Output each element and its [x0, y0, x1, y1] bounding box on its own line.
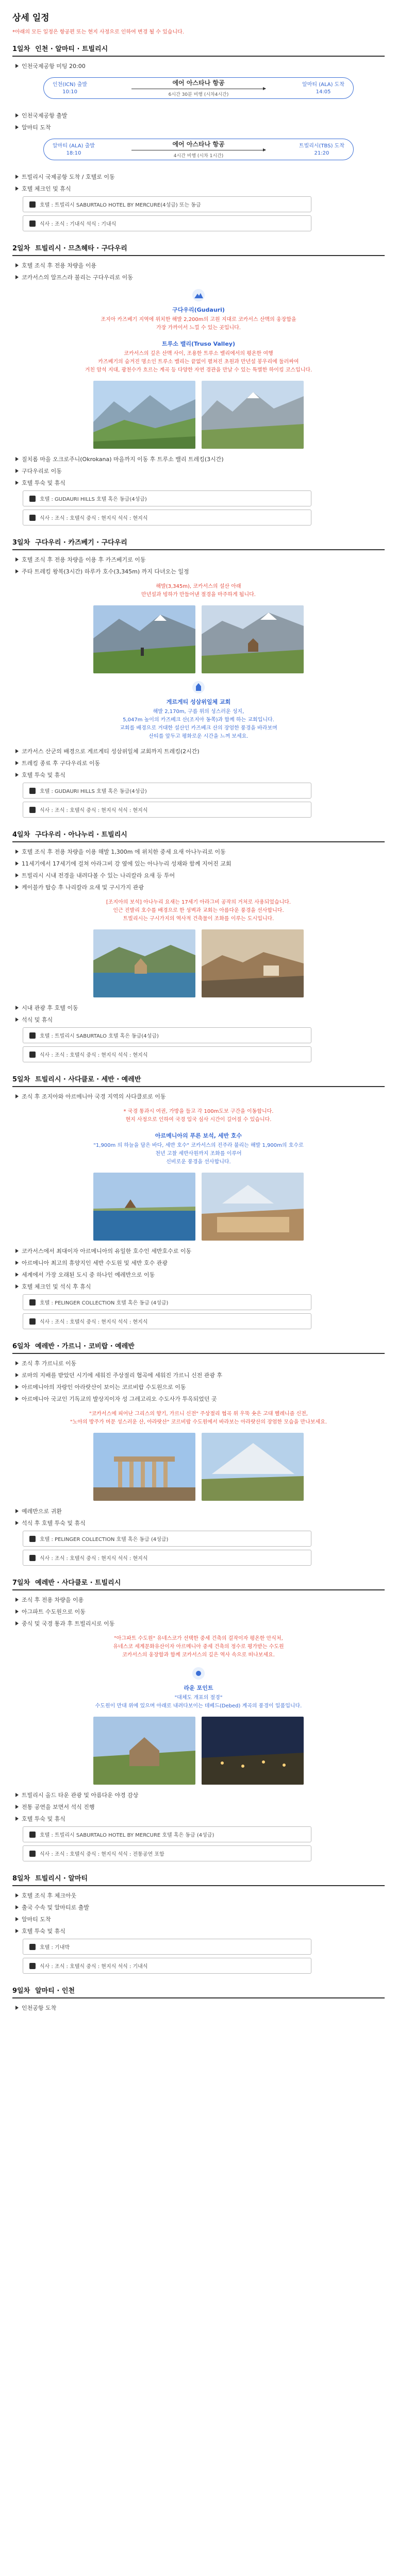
highlight-gergeti-church: 게르게티 성삼위일체 교회 해발 2,170m, 구름 위의 성스러운 성지, 5,047m 높이의 카즈베크 산(조지아 동쪽)과 함께 하는 교회입니다. 교회를 배경으로 거대한 설산인 카즈베크 산의 장엄한 풍경을 바라보며 산티를 앞두고 평화로운 시간을 느껴 보세요.	[12, 681, 385, 741]
day-number: 9일차	[12, 1987, 30, 1995]
schedule-item: 예레반으로 귀환	[15, 1507, 385, 1515]
highlight-juta-trek: 해발(3,345m), 코카서스의 설산 아래 만년설과 빙하가 만들어낸 절경을 마주하게 됩니다.	[141, 584, 256, 598]
bullet-arrow-icon	[15, 761, 19, 765]
schedule-item: 조식 후 조지아와 아르메니아 국경 지역의 사다클로로 이동	[15, 1092, 385, 1100]
bullet-arrow-icon	[15, 64, 19, 68]
hotel-icon	[29, 1032, 36, 1039]
landscape-photo	[93, 605, 195, 673]
bullet-arrow-icon	[15, 187, 19, 191]
schedule-item: 알마티 도착	[15, 123, 385, 131]
highlight-gudauri: 구다우리(Gudauri) 조지아 카즈베기 지역에 위치한 해발 2,200m의 고원 지대로 코카서스 산맥의 웅장함을 가장 가까이서 느낄 수 있는 곳입니다.	[12, 289, 385, 332]
bullet-arrow-icon	[15, 861, 19, 866]
photo-row	[12, 929, 385, 997]
hotel-icon	[29, 1299, 36, 1306]
schedule-item: 11세기에서 17세기에 걸쳐 아라그비 강 옆에 있는 아나누리 성채와 함께 지어진 교회	[15, 859, 385, 868]
day-header	[12, 1873, 385, 1886]
meal-icon	[29, 515, 36, 521]
day-number: 6일차	[12, 1343, 30, 1350]
photo-row	[12, 1717, 385, 1785]
schedule-item: 인천국제공항 출발	[15, 111, 385, 120]
bullet-arrow-icon	[15, 481, 19, 485]
meal-info: 식사 : 조식 : 호텔식 중식 : 현지식 석식 : 현지식	[23, 1313, 311, 1329]
landscape-photo	[202, 381, 304, 449]
schedule-item: 조식 후 가르니로 이동	[15, 1359, 385, 1367]
day-route: 알마티 · 인천	[35, 1987, 75, 1995]
bullet-arrow-icon	[15, 1273, 19, 1277]
day-number: 5일차	[12, 1076, 30, 1083]
day-route: 구다우리 · 카즈베기 · 구다우리	[35, 539, 127, 547]
day-header	[12, 1985, 385, 1998]
meal-info: 식사 : 조식 : 호텔식 중식 : 현지식 석식 : 전통공연 포함	[23, 1845, 311, 1861]
hotel-info: 호텔 : 트빌리시 SABURTALO HOTEL BY MERCURE(4성급) 또는 동급	[23, 196, 311, 212]
landscape-photo	[93, 1433, 195, 1501]
hotel-icon	[29, 201, 36, 208]
bullet-arrow-icon	[15, 125, 19, 129]
day-route: 트빌리시 · 사다클로 · 세반 · 예레반	[35, 1076, 141, 1083]
bullet-arrow-icon	[15, 850, 19, 854]
landscape-photo	[202, 1717, 304, 1785]
hotel-info: 호텔 : GUDAURI HILLS 호텔 혹은 동급(4성급)	[23, 783, 311, 799]
flight-duration: 4시간 비행 (시차 1시간)	[173, 154, 224, 159]
day-header	[12, 243, 385, 256]
day-header	[12, 537, 385, 550]
day-route: 예레반 · 가르니 · 코비랍 · 예레반	[35, 1343, 135, 1350]
day-header	[12, 1074, 385, 1087]
schedule-item: 코카서스의 알프스라 불리는 구다우리로 이동	[15, 273, 385, 281]
highlight-ananuri: [조지아의 보석] 아나누리 요새는 17세기 아라그비 공작의 거처로 사용되었습니다. 인근 진발리 호수를 배경으로 한 성벽과 교회는 아름다운 풍경을 선사합니다. 트빌리시는 구시가지의 역사적 건축물이 조화를 이루는 도시입니다.	[106, 900, 291, 922]
bullet-arrow-icon	[15, 113, 19, 117]
schedule-item: 호텔 투숙 및 휴식	[15, 1815, 385, 1823]
meal-icon	[29, 1555, 36, 1561]
bullet-arrow-icon	[15, 1018, 19, 1022]
day-1-section	[12, 43, 385, 231]
day-6-section	[12, 1341, 385, 1566]
schedule-item: 질치롭 마을 오크로주니(Okrokana) 마을까지 이동 후 트루소 밸리 트레킹(3시간)	[15, 455, 385, 463]
bullet-arrow-icon	[15, 1929, 19, 1933]
border-crossing-notice: * 국경 통과시 여권, 가방을 들고 각 100m도보 구간을 이동합니다. 현지 사정으로 인하여 국경 입국 심사 시간이 길어질 수 있습니다.	[123, 1109, 274, 1123]
schedule-item: 코카서스 산군의 배경으로 게르게티 성삼위일체 교회까지 트레킹(2시간)	[15, 747, 385, 755]
meal-info: 식사 : 조식 : 호텔식 중식 : 현지식 석식 : 현지식	[23, 510, 311, 526]
schedule-item: 호텔 투숙 및 휴식	[15, 479, 385, 487]
day-route: 인천 · 알마티 · 트빌리시	[35, 45, 108, 53]
schedule-item: 호텔 체크인 및 휴식	[15, 184, 385, 193]
bullet-arrow-icon	[15, 469, 19, 473]
meal-info: 식사 : 조식 : 기내식 석식 : 기내식	[23, 215, 311, 231]
bullet-arrow-icon	[15, 749, 19, 753]
bullet-arrow-icon	[15, 1598, 19, 1602]
meal-info: 식사 : 조식 : 호텔식 중식 : 현지식 석식 : 현지식	[23, 802, 311, 818]
schedule-item: 인천국제공항 미팅 20:00	[15, 62, 385, 70]
bullet-arrow-icon	[15, 2006, 19, 2010]
bullet-arrow-icon	[15, 1905, 19, 1909]
bullet-arrow-icon	[15, 569, 19, 573]
schedule-item: 출국 수속 및 알마티로 출발	[15, 1903, 385, 1911]
landscape-photo	[93, 929, 195, 997]
photo-row	[12, 381, 385, 449]
landscape-photo	[202, 1173, 304, 1241]
schedule-item: 호텔 투숙 및 휴식	[15, 771, 385, 779]
schedule-item: 로마의 지배를 받았던 시기에 세워진 주상절리 협곡에 세워진 가르니 신전 관광 후	[15, 1371, 385, 1379]
meal-icon	[29, 1963, 36, 1969]
day-number: 2일차	[12, 245, 30, 252]
schedule-item: 아르메니아의 자랑인 아라랏산이 보이는 코르비랍 수도원으로 이동	[15, 1383, 385, 1391]
flight-card	[43, 137, 354, 165]
hotel-icon	[29, 1832, 36, 1838]
bullet-arrow-icon	[15, 1397, 19, 1401]
bullet-arrow-icon	[15, 557, 19, 562]
mountain-icon	[192, 289, 205, 302]
highlight-view-point: 라운 포인트 "대체도 개표의 절경" 수도원이 만대 위에 있으며 아래로 내려다보이는 데베드(Debed) 계곡의 풍경이 일품입니다.	[12, 1667, 385, 1710]
flight-card	[43, 75, 354, 104]
schedule-item: 아르메니아 최고의 휴양지인 세반 수도원 및 세반 호수 관광	[15, 1259, 385, 1267]
schedule-item: 호텔 체크인 및 석식 후 휴식	[15, 1282, 385, 1291]
day-route: 예레반 · 사다클로 · 트빌리시	[35, 1579, 121, 1587]
bullet-arrow-icon	[15, 1609, 19, 1614]
landscape-photo	[202, 929, 304, 997]
bullet-arrow-icon	[15, 773, 19, 777]
bullet-arrow-icon	[15, 885, 19, 889]
day-number: 4일차	[12, 831, 30, 839]
schedule-item: 전통 공연을 보면서 석식 진행	[15, 1803, 385, 1811]
day-header	[12, 1341, 385, 1354]
meal-info: 식사 : 조식 : 호텔식 중식 : 현지식 석식 : 현지식	[23, 1550, 311, 1566]
bullet-arrow-icon	[15, 1805, 19, 1809]
church-icon	[192, 681, 205, 694]
schedule-notice: *아래의 모든 일정은 항공편 또는 현지 사정으로 인하여 변경 될 수 있습니다.	[12, 29, 184, 35]
flight-arrival: 트빌리시(TBS) 도착 21:20	[299, 143, 344, 156]
schedule-item: 호텔 투숙 및 휴식	[15, 1927, 385, 1935]
hotel-icon	[29, 1536, 36, 1542]
landscape-photo	[202, 1433, 304, 1501]
schedule-item: 코카서스에서 최대이자 아르메니아의 유일한 호수인 세반호수로 이동	[15, 1247, 385, 1255]
highlight-truso-valley: 트루소 밸리(Truso Valley) 코카서스의 깊은 산맥 사이, 조용한 트루소 밸리에서의 평온한 여행 카즈베기의 숨겨진 명소인 트루소 밸리는 끝없이 펼쳐진 초원과 만년설 봉우리에 둘러싸여 거친 암석 지대, 광천수가 흐르는 계곡 등 다양한 자연 경관을 만날 수 있는 특별한 하이킹 코스입니다.	[85, 341, 312, 373]
bullet-arrow-icon	[15, 1284, 19, 1289]
flight-departure: 인천(ICN) 출발 10:10	[53, 82, 88, 95]
schedule-item: 호텔 조식 후 전용 차량을 이용	[15, 261, 385, 269]
bullet-arrow-icon	[15, 1006, 19, 1010]
day-number: 7일차	[12, 1579, 30, 1587]
schedule-item: 트레킹 종료 후 구다우리로 이동	[15, 759, 385, 767]
landscape-photo	[202, 605, 304, 673]
day-header	[12, 829, 385, 842]
photo-row	[12, 1433, 385, 1501]
schedule-item: 호텔 조식 후 전용 차량을 이용 해발 1,300m 에 위치한 중세 요새 아나누리로 이동	[15, 848, 385, 856]
bullet-arrow-icon	[15, 1361, 19, 1365]
schedule-item: 트빌리시 국제공항 도착 / 호텔로 이동	[15, 173, 385, 181]
bullet-arrow-icon	[15, 1385, 19, 1389]
day-9-section	[12, 1985, 385, 2012]
flight-arrival: 알마티 (ALA) 도착 14:05	[302, 82, 344, 95]
viewpoint-icon	[192, 1667, 205, 1680]
schedule-item: 석식 및 휴식	[15, 1015, 385, 1024]
schedule-item: 케이블카 탑승 후 나리칼라 요새 및 구시가지 관광	[15, 883, 385, 891]
photo-row	[12, 1173, 385, 1241]
airline-name: 에어 아스타나 항공	[172, 79, 225, 87]
hotel-info: 호텔 : 기내박	[23, 1939, 311, 1955]
landscape-photo	[93, 1173, 195, 1241]
hotel-info: 호텔 : PELINGER COLLECTION 호텔 혹은 동급 (4성급)	[23, 1531, 311, 1547]
meal-info: 식사 : 조식 : 호텔식 중식 : 현지식 석식 : 현지식	[23, 1046, 311, 1062]
meal-icon	[29, 1851, 36, 1857]
schedule-item: 석식 후 호텔 투숙 및 휴식	[15, 1519, 385, 1527]
bullet-arrow-icon	[15, 1249, 19, 1253]
hotel-info: 호텔 : 트빌리시 SABURTALO 호텔 혹은 동급(4성급)	[23, 1027, 311, 1043]
hotel-info: 호텔 : GUDAURI HILLS 호텔 혹은 동급(4성급)	[23, 490, 311, 506]
bullet-arrow-icon	[15, 1621, 19, 1625]
bullet-arrow-icon	[15, 1261, 19, 1265]
day-number: 8일차	[12, 1875, 30, 1883]
meal-icon	[29, 221, 36, 227]
schedule-item: 중식 및 국경 통과 후 트빌리시로 이동	[15, 1619, 385, 1628]
schedule-item: 시내 관광 후 호텔 이동	[15, 1004, 385, 1012]
bullet-arrow-icon	[15, 1509, 19, 1513]
hotel-icon	[29, 1944, 36, 1950]
day-4-section	[12, 829, 385, 1062]
hotel-info: 호텔 : 트빌리시 SABURTALO HOTEL BY MERCURE 호텔 혹은 동급 (4성급)	[23, 1826, 311, 1842]
meal-icon	[29, 1052, 36, 1058]
day-header	[12, 43, 385, 57]
schedule-item: 호텔 조식 후 체크아웃	[15, 1891, 385, 1900]
meal-icon	[29, 807, 36, 813]
schedule-item: 아르메니아 국교인 기독교의 발상지이자 성 그레고리오 수도사가 투옥되었던 곳	[15, 1395, 385, 1403]
bullet-arrow-icon	[15, 457, 19, 461]
schedule-item: 인천공항 도착	[15, 2004, 385, 2012]
day-header	[12, 1577, 385, 1590]
bullet-arrow-icon	[15, 275, 19, 279]
bullet-arrow-icon	[15, 1793, 19, 1797]
day-5-section	[12, 1074, 385, 1329]
bullet-arrow-icon	[15, 1817, 19, 1821]
bullet-arrow-icon	[15, 1373, 19, 1377]
schedule-item: 조식 후 전용 차량을 이용	[15, 1596, 385, 1604]
schedule-item: 호텔 조식 후 전용 차량을 이용 후 카즈베기로 이동	[15, 555, 385, 564]
meal-info: 식사 : 조식 : 호텔식 중식 : 현지식 석식 : 기내식	[23, 1958, 311, 1974]
hotel-icon	[29, 496, 36, 502]
day-route: 구다우리 · 아나누리 · 트빌리시	[35, 831, 127, 839]
day-8-section	[12, 1873, 385, 1974]
schedule-item: 구다우리로 이동	[15, 467, 385, 475]
bullet-arrow-icon	[15, 175, 19, 179]
highlight-sevan-lake: 아르메니아의 푸른 보석, 세반 호수 "1,900m 의 하늘을 담은 바다, 세반 호수" 코카서스의 진주라 불리는 해발 1,900m의 호수로 천년 고찰 세반사원까지 조화를 이루어 신비로운 풍경을 선사합니다.	[93, 1132, 304, 1165]
bullet-arrow-icon	[15, 1521, 19, 1525]
day-3-section	[12, 537, 385, 818]
page-title: 상세 일정	[12, 13, 49, 23]
highlight-haghpat: "아그파트 수도원" 유네스코가 선택한 중세 건축의 걸작이자 평온한 안식처, 유네스코 세계문화유산이자 아르메니아 중세 건축의 정수로 평가받는 수도원 코카서스의 웅장함과 함께 코카서스의 깊은 역사 속으로 떠나보세요.	[113, 1636, 284, 1658]
day-route: 트빌리시 · 므츠헤타 · 구다우리	[35, 245, 127, 252]
airline-name: 에어 아스타나 항공	[172, 141, 225, 148]
bullet-arrow-icon	[15, 1094, 19, 1098]
highlight-garni-ararat: "코카서스에 피어난 그리스의 향기, 가르니 신전" 주상절리 협곡 위 우뚝 솟은 고대 헬레니즘 신전, "노아의 방주가 머문 성스러운 산, 아라랏산" 코르비랍 수도원에서 바라보는 아라랏산의 장엄한 모습을 만나보세요.	[70, 1411, 327, 1425]
bullet-arrow-icon	[15, 873, 19, 877]
schedule-item: 세계에서 가장 오래된 도시 중 하나인 예레반으로 이동	[15, 1270, 385, 1279]
day-7-section	[12, 1577, 385, 1861]
schedule-item: 트빌리시 올드 타운 관광 및 아름다운 야경 감상	[15, 1791, 385, 1799]
day-number: 3일차	[12, 539, 30, 547]
landscape-photo	[93, 381, 195, 449]
bullet-arrow-icon	[15, 1893, 19, 1897]
landscape-photo	[93, 1717, 195, 1785]
bullet-arrow-icon	[15, 1917, 19, 1921]
schedule-item: 알마티 도착	[15, 1915, 385, 1923]
hotel-icon	[29, 788, 36, 794]
day-2-section	[12, 243, 385, 526]
schedule-item: 주타 트레킹 왕복(3시간) 하루카 호수(3,345m) 까지 다녀오는 일정	[15, 567, 385, 575]
bullet-arrow-icon	[15, 263, 19, 267]
schedule-item: 아그파트 수도원으로 이동	[15, 1607, 385, 1616]
day-number: 1일차	[12, 45, 30, 53]
day-route: 트빌리시 · 알마티	[35, 1875, 88, 1883]
hotel-info: 호텔 : PELINGER COLLECTION 호텔 혹은 동급 (4성급)	[23, 1294, 311, 1310]
photo-row	[12, 605, 385, 673]
flight-departure: 알마티 (ALA) 출발 18:10	[53, 143, 95, 156]
flight-duration: 6시간 30분 비행 (시차4시간)	[168, 92, 229, 97]
meal-icon	[29, 1318, 36, 1325]
schedule-item: 트빌리시 시내 전경을 내려다볼 수 있는 나리칼라 요새 등 투어	[15, 871, 385, 879]
